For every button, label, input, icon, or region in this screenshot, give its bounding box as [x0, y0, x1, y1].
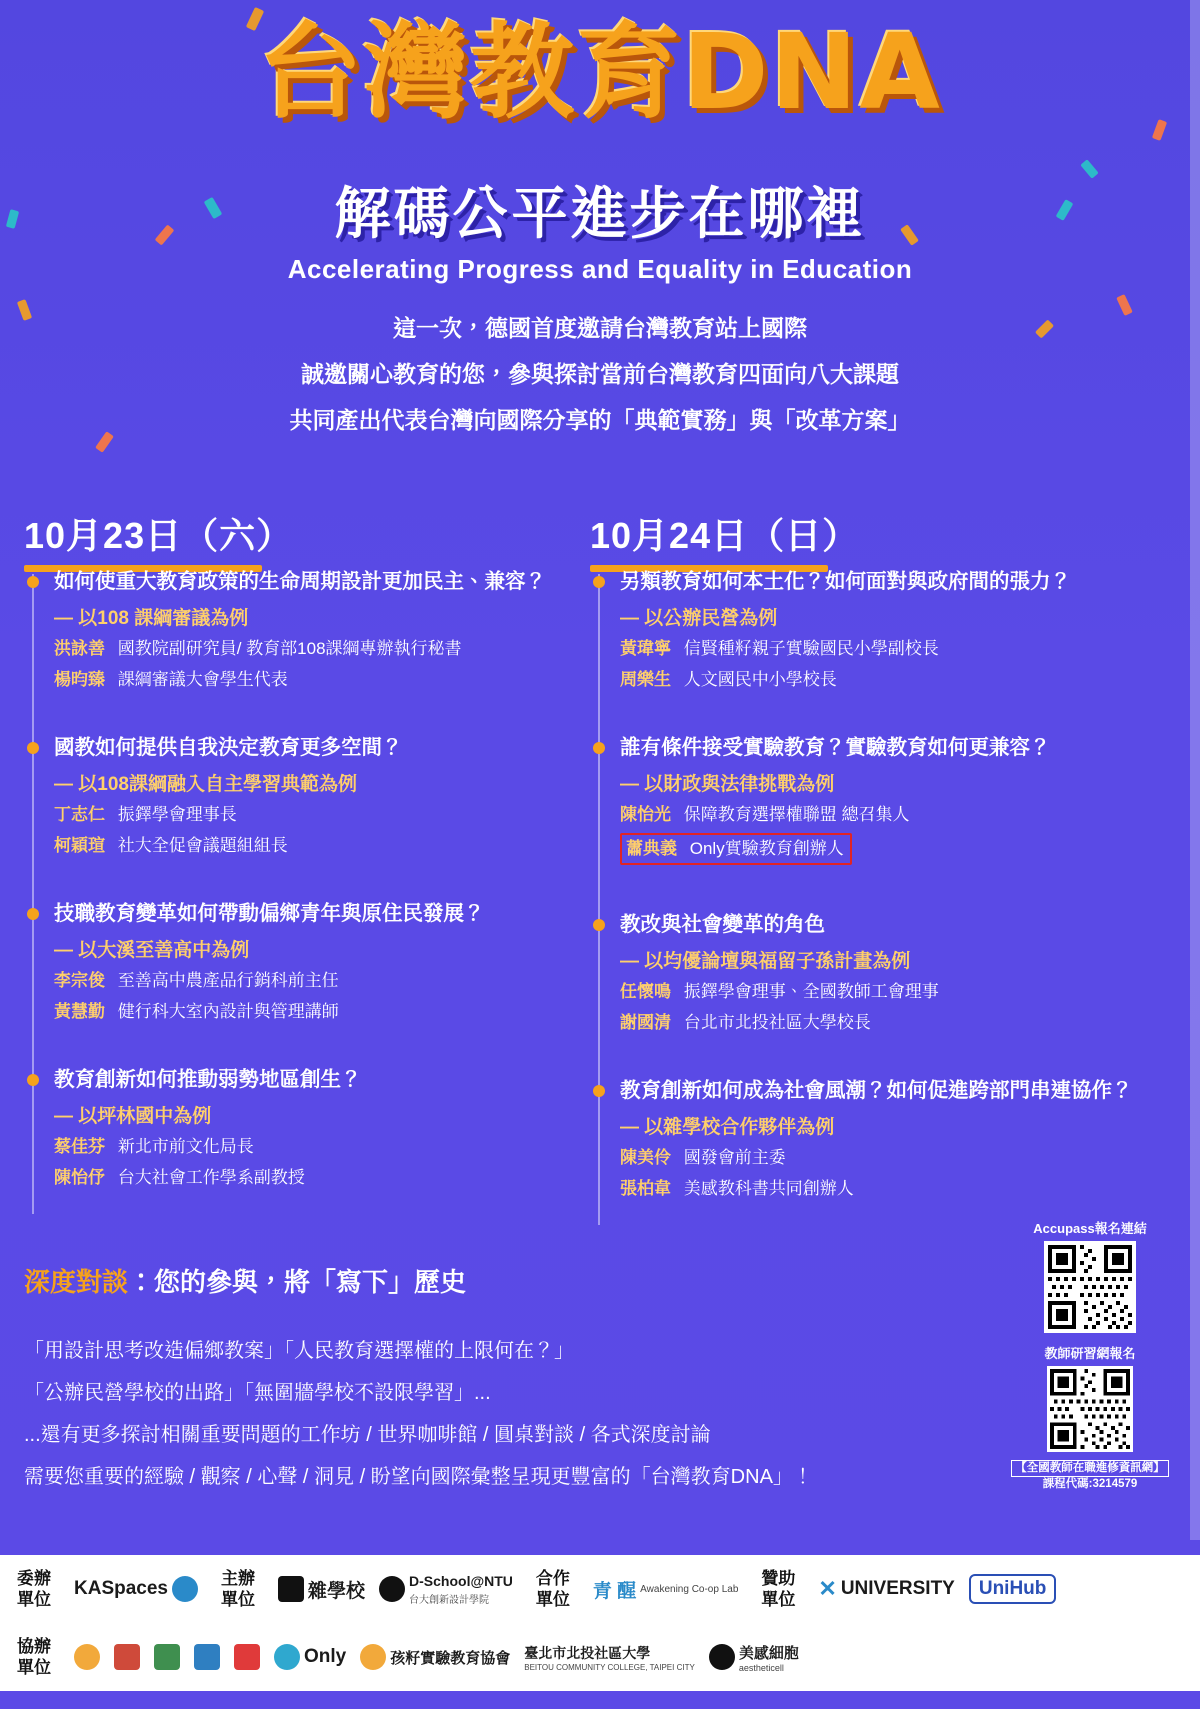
- deep-talk-line: ...還有更多探討相關重要問題的工作坊 / 世界咖啡館 / 圓桌對談 / 各式深度討論: [24, 1424, 711, 1446]
- session-item: [24, 900, 569, 1024]
- day-heading-2: [590, 508, 859, 572]
- session-item: [24, 1066, 569, 1190]
- dschool-mark-icon: [379, 1576, 405, 1602]
- session-case: — 以雜學校合作夥伴為例: [620, 1117, 835, 1138]
- deep-talk-line: 「用設計思考改造偏鄉教案」「人民教育選擇權的上限何在？」: [24, 1340, 574, 1362]
- sponsor-label-funder: 贊助 單位: [761, 1569, 796, 1609]
- speaker-name: 蔡佳芬: [54, 1137, 105, 1156]
- logo-coorg-5: [234, 1644, 260, 1670]
- coorg-1-mark-icon: [74, 1644, 100, 1670]
- speaker-row: [54, 999, 569, 1024]
- aestheticell-mark-icon: [709, 1644, 735, 1670]
- sponsor-label-coorganizer: 協辦 單位: [17, 1637, 51, 1677]
- deep-talk-body: [24, 1330, 1024, 1498]
- speaker-row: [54, 667, 569, 692]
- teacher-training-qr-label: 教師研習網報名: [1044, 1346, 1136, 1361]
- logo-aestheticell-subtext: aestheticell: [738, 1662, 784, 1673]
- logo-beitou-subtext: BEITOU COMMUNITY COLLEGE, TAIPEI CITY: [524, 1662, 695, 1672]
- deep-talk-heading-rest: ：您的參與，將「寫下」歷史: [128, 1267, 467, 1297]
- speaker-row: [54, 802, 569, 827]
- session-case: — 以108課綱融入自主學習典範為例: [54, 774, 357, 795]
- logo-aestheticell: [709, 1642, 799, 1673]
- lead-line-2: 誠邀關心教育的您，參與探討當前台灣教育四面向八大課題: [301, 361, 899, 387]
- session-question: 如何使重大教育政策的生命周期設計更加民主、兼容？: [54, 570, 546, 593]
- coorg-4-mark-icon: [194, 1644, 220, 1670]
- session-question: 另類教育如何本土化？如何面對與政府間的張力？: [620, 570, 1071, 593]
- speaker-name: 洪詠善: [54, 639, 105, 658]
- logo-haizi-text: 孩籽實驗教育協會: [390, 1649, 511, 1667]
- logo-coorg-4: [194, 1644, 220, 1670]
- session-item: [590, 1077, 1135, 1201]
- sponsor-label-commissioner: 委辦 單位: [17, 1569, 51, 1609]
- logo-dschool-text: D-School@NTU: [409, 1572, 513, 1589]
- training-site-name: 【全國教師在職進修資訊網】: [1011, 1460, 1169, 1477]
- logo-zashare: [278, 1576, 365, 1603]
- speaker-title: Only實驗教育創辦人: [689, 839, 844, 858]
- deep-talk-line: 「公辦民營學校的出路」「無圍牆學校不設限學習」...: [24, 1382, 491, 1404]
- speaker-title: 社大全促會議題組組長: [117, 836, 288, 855]
- speaker-row: [54, 1165, 569, 1190]
- sponsor-label-organizer: 主辦 單位: [221, 1569, 255, 1609]
- logo-coorg-2: [114, 1644, 140, 1670]
- qr-footer-note: [1002, 1460, 1178, 1492]
- accupass-qr-label: Accupass報名連結: [1033, 1221, 1147, 1236]
- coorg-3-mark-icon: [154, 1644, 180, 1670]
- accupass-qr-code[interactable]: [1044, 1241, 1136, 1333]
- speaker-title: 人文國民中小學校長: [683, 670, 837, 689]
- logo-unihub-text: UniHub: [978, 1578, 1047, 1599]
- speaker-row: [620, 802, 1135, 827]
- teacher-training-qr-code[interactable]: [1047, 1366, 1133, 1452]
- logo-dschool-subtext: 台大創新設計學院: [409, 1594, 490, 1606]
- speaker-name: 謝國清: [620, 1013, 671, 1032]
- timeline-dot-icon: [593, 576, 605, 588]
- logo-dschool-ntu: [379, 1573, 513, 1606]
- day-2-session-list: [590, 568, 1135, 1243]
- speaker-name: 陳怡光: [620, 805, 671, 824]
- only-mark-icon: [274, 1644, 300, 1670]
- logo-kaspaces-text: KASpaces: [74, 1578, 168, 1599]
- session-case: — 以公辦民營為例: [620, 608, 778, 629]
- logo-awakening-text: 青 醒: [592, 1580, 637, 1602]
- page-subtitle-english: Accelerating Progress and Equality in Education: [287, 254, 913, 284]
- day-heading-1-label: 10月23日（六）: [24, 515, 294, 556]
- session-item: [24, 568, 569, 692]
- day-heading-1: [24, 508, 293, 572]
- session-question: 國教如何提供自我決定教育更多空間？: [54, 736, 403, 759]
- speaker-name: 柯穎瑄: [54, 836, 105, 855]
- logo-university-text: UNIVERSITY: [840, 1578, 955, 1599]
- day-1-session-list: [24, 568, 569, 1232]
- speaker-row: [54, 1134, 569, 1159]
- page-subtitle: 解碼公平進步在哪裡: [334, 182, 866, 247]
- speaker-row: [620, 1145, 1135, 1170]
- x-mark-icon: ✕: [818, 1576, 837, 1601]
- timeline-dot-icon: [593, 1085, 605, 1097]
- coorg-2-mark-icon: [114, 1644, 140, 1670]
- speaker-name: 黃慧勤: [54, 1002, 105, 1021]
- speaker-title: 健行科大室內設計與管理講師: [117, 1002, 339, 1021]
- speaker-name: 張柏韋: [620, 1179, 671, 1198]
- speaker-title: 新北市前文化局長: [117, 1137, 254, 1156]
- speaker-row: [620, 636, 1135, 661]
- speaker-row: [54, 968, 569, 993]
- speaker-row-highlighted: [620, 833, 1135, 865]
- speaker-row: [54, 636, 569, 661]
- session-question: 教育創新如何成為社會風潮？如何促進跨部門串連協作？: [620, 1079, 1133, 1102]
- page-title: 台灣教育DNA: [258, 11, 942, 133]
- logo-only: [274, 1644, 346, 1670]
- session-case: — 以大溪至善高中為例: [54, 940, 250, 961]
- timeline-dot-icon: [27, 1074, 39, 1086]
- highlight-annotation-box: [620, 833, 852, 865]
- session-case: — 以坪林國中為例: [54, 1106, 212, 1127]
- logo-zashare-text: 雜學校: [308, 1580, 366, 1602]
- session-question: 技職教育變革如何帶動偏鄉青年與原住民發展？: [54, 902, 485, 925]
- kaspaces-mark-icon: [172, 1576, 198, 1602]
- day-heading-2-label: 10月24日（日）: [590, 515, 860, 556]
- speaker-name: 楊昀臻: [54, 670, 105, 689]
- sponsor-row-primary: [0, 1555, 1200, 1623]
- timeline-dot-icon: [27, 576, 39, 588]
- lead-line-3: 共同產出代表台灣向國際分享的「典範實務」與「改革方案」: [289, 407, 911, 433]
- speaker-title: 振鐸學會理事長: [117, 805, 237, 824]
- deep-talk-heading: [24, 1262, 466, 1299]
- speaker-title: 國發會前主委: [683, 1148, 786, 1167]
- speaker-name: 陳美伶: [620, 1148, 671, 1167]
- logo-unihub: [969, 1574, 1057, 1604]
- qr-code-image: [1050, 1369, 1130, 1449]
- speaker-row: [620, 979, 1135, 1004]
- logo-coorg-3: [154, 1644, 180, 1670]
- speaker-name: 丁志仁: [54, 805, 105, 824]
- speaker-name: 陳怡伃: [54, 1168, 105, 1187]
- sponsor-row-coorganizers: [0, 1623, 1200, 1691]
- speaker-name: 黃瑋寧: [620, 639, 671, 658]
- lead-paragraph: [0, 305, 1200, 443]
- course-code: 課程代碼:3214579: [1042, 1478, 1138, 1490]
- timeline-dot-icon: [27, 908, 39, 920]
- session-item: [590, 911, 1135, 1035]
- timeline-dot-icon: [593, 742, 605, 754]
- logo-aestheticell-text: 美感細胞: [738, 1644, 799, 1662]
- logo-awakening: [593, 1576, 739, 1603]
- logo-beitou-college: [524, 1643, 695, 1672]
- logo-haizi: [360, 1644, 510, 1670]
- timeline-dot-icon: [593, 919, 605, 931]
- logo-university: [818, 1576, 954, 1602]
- speaker-name: 周樂生: [620, 670, 671, 689]
- registration-qr-block: [1002, 1218, 1178, 1492]
- sponsor-footer: [0, 1555, 1200, 1691]
- speaker-row: [620, 1176, 1135, 1201]
- speaker-title: 美感教科書共同創辦人: [683, 1179, 854, 1198]
- session-question: 教改與社會變革的角色: [620, 913, 825, 936]
- qr-code-image: [1048, 1245, 1132, 1329]
- speaker-row: [54, 833, 569, 858]
- timeline-dot-icon: [27, 742, 39, 754]
- speaker-row: [620, 1010, 1135, 1035]
- logo-kaspaces: [74, 1576, 198, 1602]
- sponsor-label-cooperation: 合作 單位: [535, 1569, 570, 1609]
- session-item: [590, 568, 1135, 692]
- deep-talk-line: 需要您重要的經驗 / 觀察 / 心聲 / 洞見 / 盼望向國際彙整呈現更豐富的「台灣教育DNA」！: [24, 1466, 813, 1488]
- session-question: 教育創新如何推動弱勢地區創生？: [54, 1068, 362, 1091]
- session-case: — 以財政與法律挑戰為例: [620, 774, 835, 795]
- bottom-strip: [0, 1691, 1200, 1709]
- zashare-mark-icon: [278, 1576, 304, 1602]
- speaker-title: 台大社會工作學系副教授: [117, 1168, 305, 1187]
- logo-beitou-text: 臺北市北投社區大學: [524, 1644, 651, 1661]
- haizi-mark-icon: [360, 1644, 386, 1670]
- speaker-title: 保障教育選擇權聯盟 總召集人: [683, 805, 910, 824]
- speaker-title: 國教院副研究員/ 教育部108課綱專辦執行秘書: [117, 639, 462, 658]
- speaker-name: 蕭典義: [626, 839, 677, 858]
- speaker-title: 至善高中農產品行銷科前主任: [117, 971, 339, 990]
- session-item: [590, 734, 1135, 865]
- logo-only-text: Only: [304, 1646, 347, 1667]
- logo-awakening-subtext: Awakening Co-op Lab: [640, 1583, 739, 1595]
- session-case: — 以均優論壇與福留子孫計畫為例: [620, 951, 911, 972]
- session-item: [24, 734, 569, 858]
- speaker-title: 課綱審議大會學生代表: [117, 670, 288, 689]
- speaker-name: 李宗俊: [54, 971, 105, 990]
- lead-line-1: 這一次，德國首度邀請台灣教育站上國際: [393, 315, 807, 341]
- coorg-5-mark-icon: [234, 1644, 260, 1670]
- speaker-title: 振鐸學會理事、全國教師工會理事: [683, 982, 939, 1001]
- speaker-name: 任懷鳴: [620, 982, 671, 1001]
- speaker-row: [620, 667, 1135, 692]
- deep-talk-heading-accent: 深度對談: [24, 1267, 129, 1297]
- session-case: — 以108 課綱審議為例: [54, 608, 249, 629]
- speaker-title: 信賢種籽親子實驗國民小學副校長: [683, 639, 939, 658]
- logo-coorg-1: [74, 1644, 100, 1670]
- speaker-title: 台北市北投社區大學校長: [683, 1013, 871, 1032]
- session-question: 誰有條件接受實驗教育？實驗教育如何更兼容？: [620, 736, 1051, 759]
